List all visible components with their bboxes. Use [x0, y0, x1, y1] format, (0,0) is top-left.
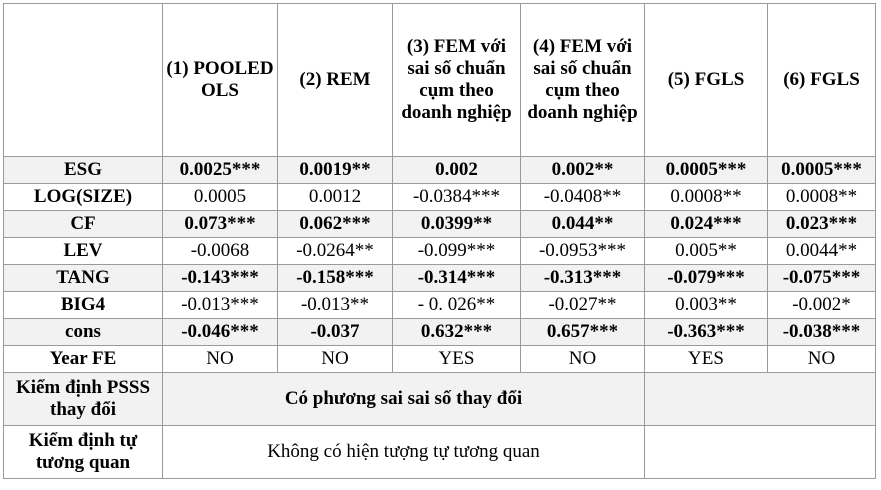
- table-row: [4, 319, 876, 346]
- header-pooled-ols: (1) POOLED OLS: [163, 4, 278, 157]
- table-cell: -0.0408**: [521, 184, 645, 211]
- table-row: [4, 346, 876, 373]
- table-cell: -0.013***: [163, 292, 278, 319]
- test-result: Không có hiện tượng tự tương quan: [163, 426, 645, 479]
- row-label: LOG(SIZE): [4, 184, 163, 211]
- table-row: [4, 211, 876, 238]
- table-cell: -0.0953***: [521, 238, 645, 265]
- header-cell-blank: [4, 4, 163, 157]
- table-cell: -0.037: [278, 319, 393, 346]
- table-row: [4, 265, 876, 292]
- table-cell: -0.314***: [393, 265, 521, 292]
- table-cell: NO: [278, 346, 393, 373]
- table-cell: -0.313***: [521, 265, 645, 292]
- table-cell: 0.0005: [163, 184, 278, 211]
- table-cell: 0.0005***: [768, 157, 876, 184]
- table-cell: -0.027**: [521, 292, 645, 319]
- table-cell: NO: [768, 346, 876, 373]
- row-label: cons: [4, 319, 163, 346]
- table-cell: -0.046***: [163, 319, 278, 346]
- table-cell: -0.158***: [278, 265, 393, 292]
- test-row-autocorrelation: [4, 426, 876, 479]
- table-cell: YES: [645, 346, 768, 373]
- table-cell: -0.079***: [645, 265, 768, 292]
- header-fgls-6: (6) FGLS: [768, 4, 876, 157]
- table-row: [4, 157, 876, 184]
- table-cell: 0.023***: [768, 211, 876, 238]
- table-cell: -0.075***: [768, 265, 876, 292]
- row-label: LEV: [4, 238, 163, 265]
- table-cell: -0.363***: [645, 319, 768, 346]
- table-row: [4, 292, 876, 319]
- row-label: Year FE: [4, 346, 163, 373]
- table-cell: -0.143***: [163, 265, 278, 292]
- table-cell: 0.003**: [645, 292, 768, 319]
- table-cell: -0.0264**: [278, 238, 393, 265]
- table-cell: 0.044**: [521, 211, 645, 238]
- table-cell: NO: [521, 346, 645, 373]
- table-row: [4, 184, 876, 211]
- table-cell: -0.002*: [768, 292, 876, 319]
- header-row: [4, 4, 876, 157]
- table-cell: NO: [163, 346, 278, 373]
- regression-table: [3, 3, 876, 479]
- test-result-empty: [645, 426, 876, 479]
- header-fem-3: (3) FEM với sai số chuẩn cụm theo doanh nghiệp: [393, 4, 521, 157]
- test-result-empty: [645, 373, 876, 426]
- table-cell: 0.062***: [278, 211, 393, 238]
- table-cell: 0.0008**: [645, 184, 768, 211]
- header-fem-4: (4) FEM với sai số chuẩn cụm theo doanh nghiệp: [521, 4, 645, 157]
- test-label: Kiểm định tự tương quan: [4, 426, 163, 479]
- table-row: [4, 238, 876, 265]
- table-cell: -0.0068: [163, 238, 278, 265]
- table-cell: 0.073***: [163, 211, 278, 238]
- table-cell: 0.0012: [278, 184, 393, 211]
- table-cell: 0.002: [393, 157, 521, 184]
- table-cell: - 0. 026**: [393, 292, 521, 319]
- row-label: CF: [4, 211, 163, 238]
- header-fgls-5: (5) FGLS: [645, 4, 768, 157]
- table-cell: -0.038***: [768, 319, 876, 346]
- header-rem: (2) REM: [278, 4, 393, 157]
- table-cell: 0.0399**: [393, 211, 521, 238]
- table-cell: 0.002**: [521, 157, 645, 184]
- table-cell: 0.0005***: [645, 157, 768, 184]
- table-cell: -0.099***: [393, 238, 521, 265]
- table-cell: -0.0384***: [393, 184, 521, 211]
- table-cell: 0.0008**: [768, 184, 876, 211]
- row-label: ESG: [4, 157, 163, 184]
- table-cell: 0.0019**: [278, 157, 393, 184]
- test-result: Có phương sai sai số thay đổi: [163, 373, 645, 426]
- row-label: BIG4: [4, 292, 163, 319]
- table-cell: 0.657***: [521, 319, 645, 346]
- table-cell: YES: [393, 346, 521, 373]
- test-label: Kiểm định PSSS thay đổi: [4, 373, 163, 426]
- table-cell: -0.013**: [278, 292, 393, 319]
- row-label: TANG: [4, 265, 163, 292]
- table-cell: 0.632***: [393, 319, 521, 346]
- table-cell: 0.005**: [645, 238, 768, 265]
- table-cell: 0.024***: [645, 211, 768, 238]
- table-cell: 0.0044**: [768, 238, 876, 265]
- test-row-heteroskedasticity: [4, 373, 876, 426]
- table-cell: 0.0025***: [163, 157, 278, 184]
